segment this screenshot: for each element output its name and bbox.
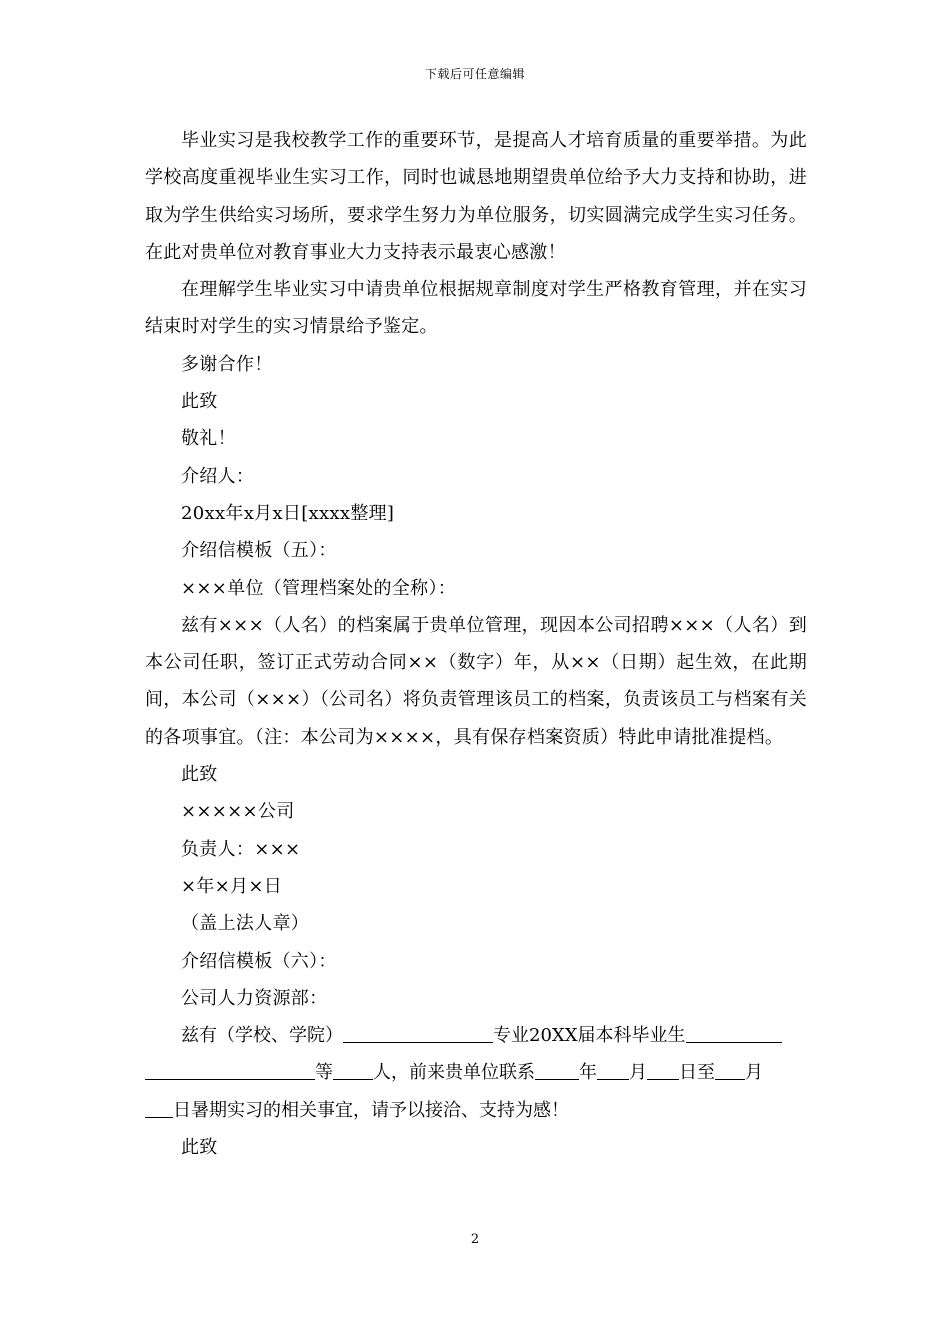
- form-text-deng: 等: [315, 1062, 333, 1084]
- template-5-heading: 介绍信模板（五）：: [181, 540, 337, 562]
- template-5-body: 兹有×××（人名）的档案属于贵单位管理，现因本公司招聘×××（人名）到本公司任职，签订正式劳动合同××（数字）年，从××（日期）起生效，在此期间，本公司（×××）（公司名）将负责管理该员工的档案，负责该员工与档案有关的各项事宜。（注：本公司为××××，具有保存档案资质）特此申请批准提档。: [145, 614, 807, 748]
- template-5-company: ×××××公司: [181, 801, 295, 823]
- regards-line: 敬礼！: [181, 428, 236, 450]
- template-6-addressee: 公司人力资源部：: [181, 987, 328, 1009]
- template-5-person-in-charge: 负责人：×××: [181, 838, 301, 860]
- blank-count: [333, 1061, 373, 1080]
- form-text-major: 专业20XX届本科毕业生: [493, 1025, 686, 1047]
- form-text-contact: 人，前来贵单位联系: [373, 1062, 535, 1084]
- template-5-salutation: 此致: [181, 764, 218, 786]
- template-6-salutation: 此致: [181, 1137, 218, 1159]
- blank-end-month: [715, 1061, 745, 1080]
- blank-student-name-1: [686, 1024, 782, 1043]
- paragraph-internship-intro: 毕业实习是我校教学工作的重要环节，是提高人才培育质量的重要举措。为此学校高度重视毕业生实习工作，同时也诚恳地期望贵单位给予大力支持和协助，进取为学生供给实习场所，要求学生努力为单位服务，切实圆满完成学生实习任务。在此对贵单位对教育事业大力支持表示最衷心感激！: [145, 130, 807, 263]
- template-6-form-paragraph: [145, 1017, 807, 1129]
- date-line: 20xx年x月x日[xxxx整理]: [181, 502, 395, 524]
- salutation-line: 此致: [181, 391, 218, 413]
- template-5-addressee: ×××单位（管理档案处的全称）：: [181, 577, 457, 599]
- thanks-line: 多谢合作！: [181, 353, 273, 375]
- form-text-end-month: 月: [745, 1062, 763, 1084]
- blank-year: [535, 1061, 579, 1080]
- document-body: [145, 122, 807, 1166]
- introducer-line: 介绍人：: [181, 465, 255, 487]
- template-6-heading: 介绍信模板（六）：: [181, 950, 337, 972]
- template-5-seal-note: （盖上法人章）: [181, 913, 310, 935]
- form-text-closing: 日暑期实习的相关事宜，请予以接洽、支持为感！: [173, 1099, 569, 1121]
- form-text-year: 年: [579, 1062, 597, 1084]
- form-text-month: 月: [629, 1062, 647, 1084]
- blank-student-name-2: [145, 1061, 315, 1080]
- form-text-to: 日至: [679, 1062, 715, 1084]
- form-text-school: 兹有（学校、学院）: [181, 1025, 343, 1047]
- blank-end-day: [145, 1099, 173, 1118]
- page-number: 2: [470, 1232, 480, 1247]
- blank-start-month: [597, 1061, 629, 1080]
- blank-start-day: [647, 1061, 679, 1080]
- template-5-date: ×年×月×日: [181, 875, 283, 897]
- page-header: 下载后可任意编辑: [424, 67, 525, 81]
- blank-school: [343, 1024, 493, 1043]
- paragraph-internship-request: 在理解学生毕业实习中请贵单位根据规章制度对学生严格教育管理，并在实习结束时对学生的实习情景给予鉴定。: [145, 279, 807, 338]
